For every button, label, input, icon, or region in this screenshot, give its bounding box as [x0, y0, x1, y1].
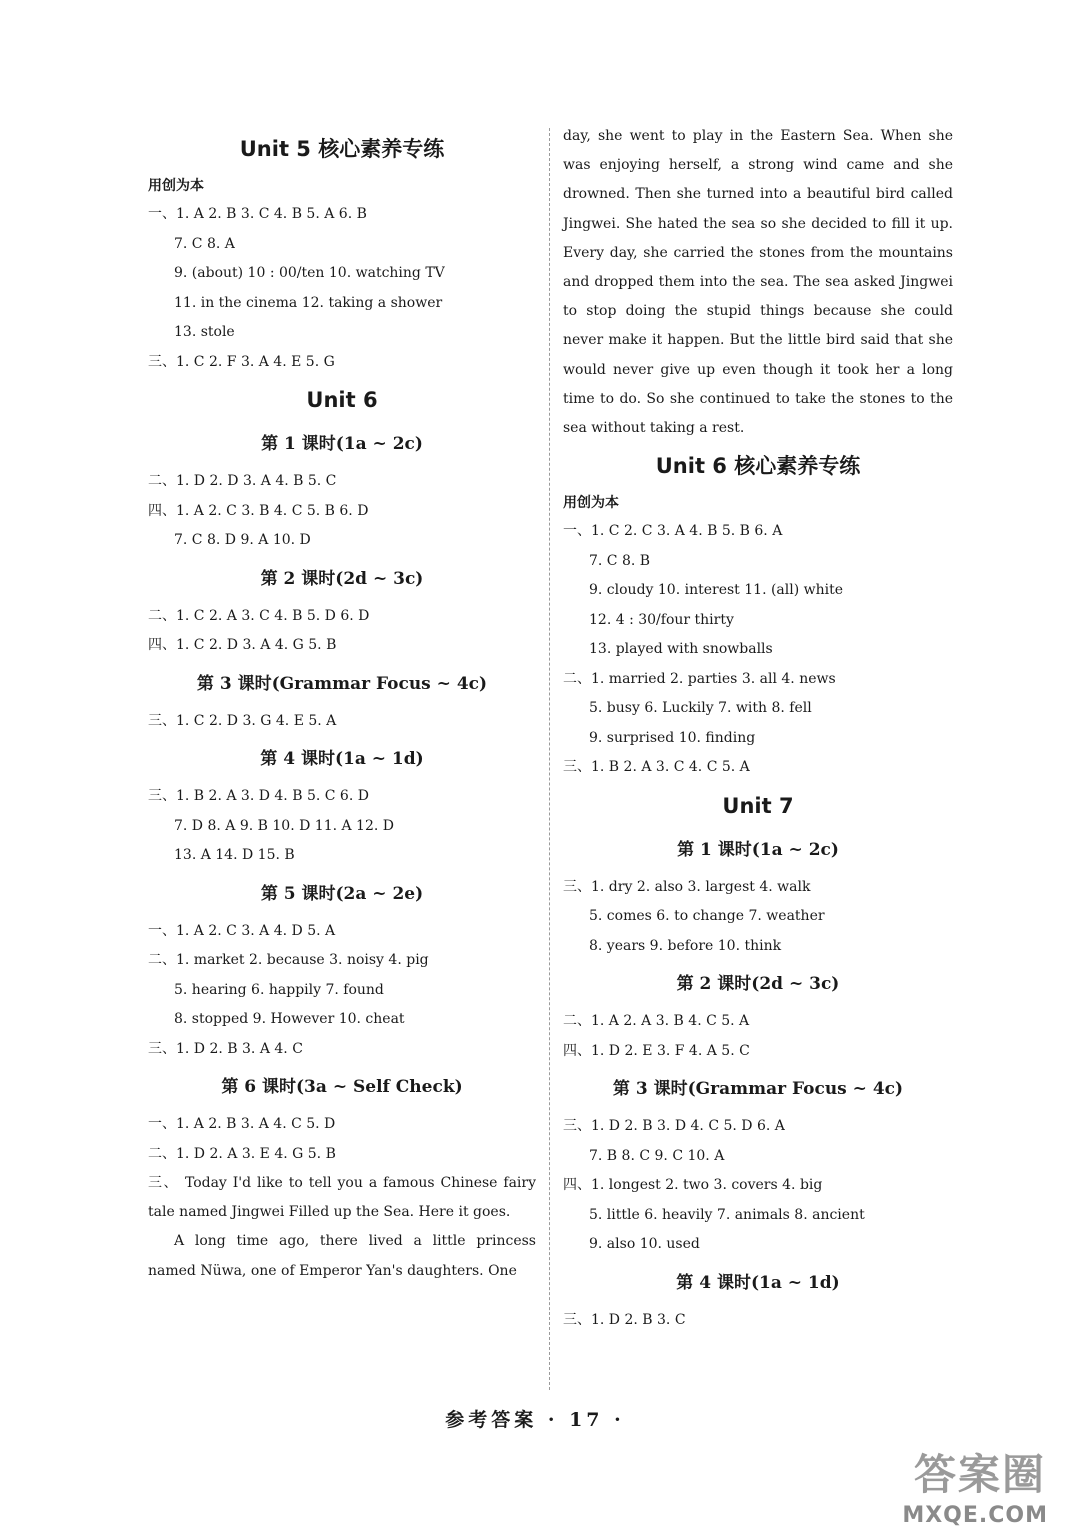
answer-line: 13. A 14. D 15. B — [174, 847, 295, 863]
lesson3-title: 第 3 课时(Grammar Focus ~ 4c) — [196, 673, 488, 694]
answer-line: 8. stopped 9. However 10. cheat — [174, 1011, 405, 1027]
page-footer: 参考答案 · 17 · — [445, 1409, 625, 1431]
answer-line: 9. surprised 10. finding — [589, 729, 756, 746]
u7-lesson1-title: 第 1 课时(1a ~ 2c) — [677, 839, 839, 860]
answer-line: 5. hearing 6. happily 7. found — [174, 981, 384, 998]
answer-line: 三、1. dry 2. also 3. largest 4. walk — [563, 878, 811, 895]
unit5-core-subtitle: 用创为本 — [148, 178, 204, 194]
lesson1-title: 第 1 课时(1a ~ 2c) — [261, 434, 423, 454]
essay-paragraph: A long time ago, there lived a little princess named Nüwa, one of Emperor Yan's daughters. One — [148, 1233, 536, 1279]
answer-line: 7. B 8. C 9. C 10. A — [589, 1147, 725, 1164]
answer-line: 8. years 9. before 10. think — [589, 937, 782, 954]
answer-line: 5. little 6. heavily 7. animals 8. ancient — [589, 1206, 865, 1223]
essay-paragraph — [148, 1169, 536, 1227]
answer-line: 一、1. A 2. C 3. A 4. D 5. A — [148, 922, 336, 939]
answer-line: 9. also 10. used — [589, 1236, 700, 1253]
unit7-title: Unit 7 — [722, 793, 794, 818]
answer-line: 四、1. D 2. E 3. F 4. A 5. C — [563, 1042, 750, 1059]
unit6-core-subtitle: 用创为本 — [563, 495, 619, 512]
lesson6-title: 第 6 课时(3a ~ Self Check) — [221, 1077, 463, 1097]
answer-line: 一、1. C 2. C 3. A 4. B 5. B 6. A — [563, 523, 783, 540]
answer-line: 一、1. A 2. B 3. C 4. B 5. A 6. B — [148, 206, 367, 222]
answer-line: 三、1. B 2. A 3. D 4. B 5. C 6. D — [148, 788, 369, 804]
essay-text: Today I'd like to tell you a famous Chinese fairy tale named Jingwei Filled up the Sea. Here it goes. — [148, 1175, 537, 1221]
answer-line: 13. stole — [174, 324, 235, 340]
answer-line: 7. C 8. D 9. A 10. D — [174, 532, 311, 548]
answer-line: 5. busy 6. Luckily 7. with 8. fell — [589, 700, 812, 717]
essay-label: 三、 — [148, 1175, 179, 1191]
watermark-logo: 答案圈 — [913, 1450, 1046, 1499]
answer-line: 5. comes 6. to change 7. weather — [589, 908, 825, 925]
answer-line: 7. C 8. B — [589, 552, 651, 569]
unit5-core-title: Unit 5 核心素养专练 — [239, 137, 445, 161]
essay-continuation: day, she went to play in the Eastern Sea. When she was enjoying herself, a strong wind came and she drowned. Then she turned into a beautiful bird called Jingwei. She hated the sea so she decided to fill it up. Every day, she carried the stones from the mountains and dropped them into the sea. The sea asked Jingwei to stop doing the stupid things because she could never make it happen. But the little bird said that she would never give up even though it took her a long time to do. So she continued to take the stones to the sea without taking a rest. — [563, 128, 953, 437]
right-column — [563, 120, 953, 1335]
left-column — [148, 120, 536, 1286]
answer-line: 四、1. C 2. D 3. A 4. G 5. B — [148, 637, 337, 653]
answer-line: 三、1. B 2. A 3. C 4. C 5. A — [563, 759, 750, 776]
answer-line: 7. D 8. A 9. B 10. D 11. A 12. D — [174, 817, 395, 834]
lesson4-title: 第 4 课时(1a ~ 1d) — [260, 749, 424, 769]
answer-line: 三、1. D 2. B 3. C — [563, 1311, 686, 1328]
answer-line: 三、1. D 2. B 3. D 4. C 5. D 6. A — [563, 1118, 785, 1135]
answer-line: 一、1. A 2. B 3. A 4. C 5. D — [148, 1116, 336, 1132]
answer-line: 二、1. market 2. because 3. noisy 4. pig — [148, 952, 429, 968]
lesson5-title: 第 5 课时(2a ~ 2e) — [260, 883, 424, 904]
answer-line: 二、1. D 2. D 3. A 4. B 5. C — [148, 473, 337, 489]
column-divider — [549, 128, 550, 1390]
answer-line: 11. in the cinema 12. taking a shower — [174, 294, 443, 311]
answer-line: 二、1. D 2. A 3. E 4. G 5. B — [148, 1145, 336, 1162]
answer-line: 13. played with snowballs — [589, 641, 773, 658]
answer-line: 二、1. married 2. parties 3. all 4. news — [563, 670, 836, 687]
answer-line: 12. 4 : 30/four thirty — [589, 611, 734, 628]
answer-line: 三、1. C 2. D 3. G 4. E 5. A — [148, 712, 337, 729]
answer-line: 四、1. A 2. C 3. B 4. C 5. B 6. D — [148, 502, 369, 519]
answer-line: 二、1. A 2. A 3. B 4. C 5. A — [563, 1013, 750, 1030]
answer-line: 二、1. C 2. A 3. C 4. B 5. D 6. D — [148, 607, 370, 624]
answer-line: 四、1. longest 2. two 3. covers 4. big — [563, 1177, 823, 1194]
watermark-site: MXQE.COM — [902, 1503, 1048, 1528]
u7-lesson2-title: 第 2 课时(2d ~ 3c) — [676, 974, 840, 995]
answer-line: 9. cloudy 10. interest 11. (all) white — [589, 582, 844, 599]
unit6-core-title: Unit 6 核心素养专练 — [655, 454, 861, 479]
u7-lesson3-title: 第 3 课时(Grammar Focus ~ 4c) — [612, 1079, 904, 1100]
unit6-title: Unit 6 — [306, 388, 378, 412]
u7-lesson4-title: 第 4 课时(1a ~ 1d) — [676, 1272, 840, 1293]
answer-line: 三、1. D 2. B 3. A 4. C — [148, 1040, 303, 1057]
answer-line: 9. (about) 10 : 00/ten 10. watching TV — [174, 265, 445, 281]
answer-line: 三、1. C 2. F 3. A 4. E 5. G — [148, 353, 335, 370]
lesson2-title: 第 2 课时(2d ~ 3c) — [260, 568, 424, 589]
answer-line: 7. C 8. A — [174, 235, 235, 252]
